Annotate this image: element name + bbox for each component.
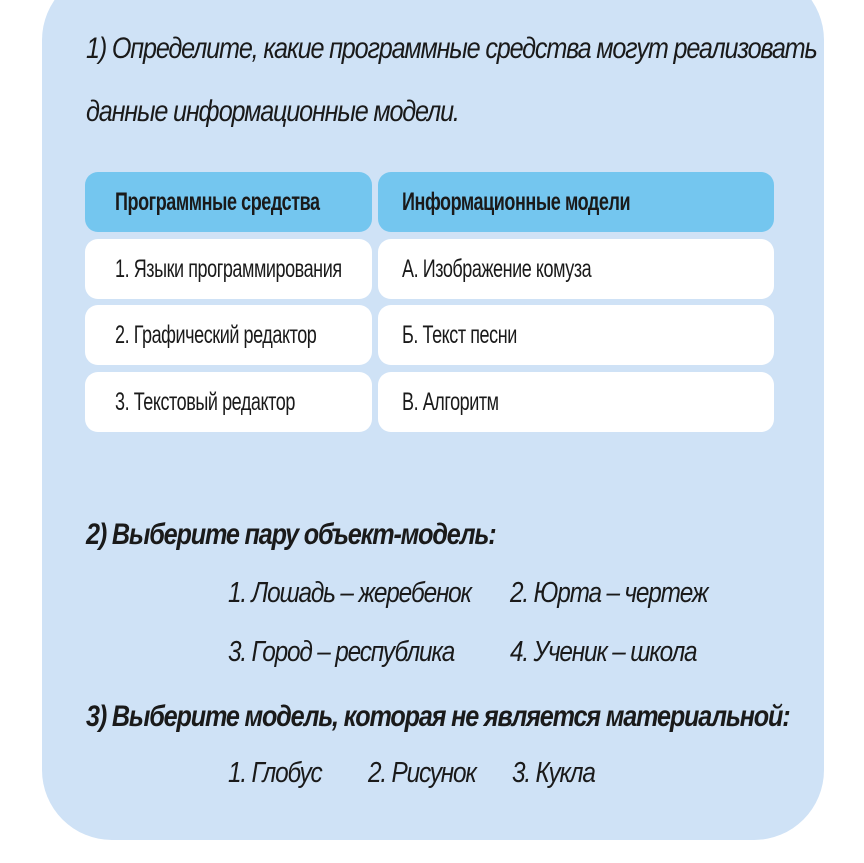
task-3-option-1: 1. Глобус [228, 757, 322, 789]
task-2-option-2: 2. Юрта – чертеж [510, 577, 708, 609]
table-cell-model-a: А. Изображение комуза [378, 239, 774, 299]
table-cell-software-3: 3. Текстовый редактор [85, 372, 372, 432]
task-2-question: 2) Выберите пару объект-модель: [86, 518, 496, 551]
table-cell-software-2: 2. Графический редактор [85, 305, 372, 365]
task-3-option-3: 3. Кукла [512, 757, 595, 789]
task-3-question: 3) Выберите модель, которая не является материальной: [86, 700, 790, 733]
table-header-models: Информационные модели [378, 172, 774, 232]
task-1-question-line-1: 1) Определите, какие программные средства могут реализовать [86, 32, 817, 65]
task-2-option-1: 1. Лошадь – жеребенок [228, 577, 471, 609]
task-2-option-3: 3. Город – республика [228, 636, 455, 668]
table-cell-model-b: Б. Текст песни [378, 305, 774, 365]
table-header-software: Программные средства [85, 172, 372, 232]
table-cell-model-c: В. Алгоритм [378, 372, 774, 432]
task-3-option-2: 2. Рисунок [368, 757, 476, 789]
task-1-question-line-2: данные информационные модели. [86, 95, 459, 128]
task-2-option-4: 4. Ученик – школа [510, 636, 697, 668]
table-cell-software-1: 1. Языки программирования [85, 239, 372, 299]
